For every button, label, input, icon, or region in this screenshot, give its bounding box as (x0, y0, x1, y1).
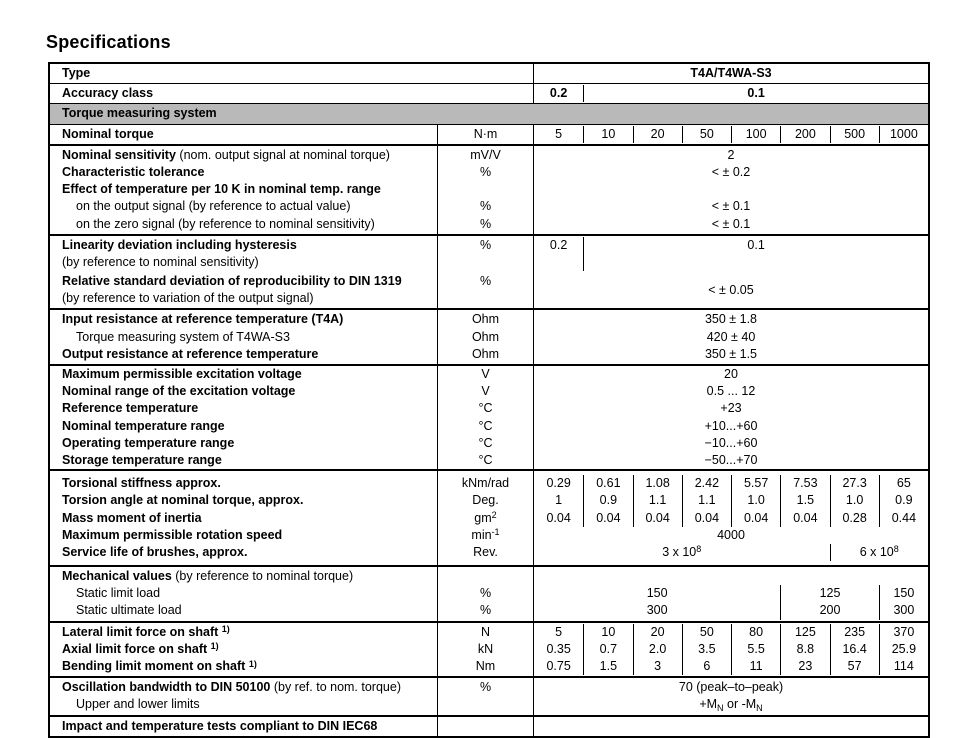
value-area (533, 84, 928, 103)
value-cell: +23 (720, 401, 742, 416)
value-cell: 0.1 (583, 237, 928, 271)
unit-line: kNm/rad (461, 476, 510, 491)
spec-row (50, 234, 928, 272)
value-cell: 125 (780, 624, 829, 641)
value-cell: 0.1 (583, 85, 928, 102)
value-cell: 2 (727, 147, 735, 162)
label-line: on the output signal (by reference to actual value) (76, 199, 351, 214)
spec-row (50, 124, 928, 144)
row-label (50, 84, 533, 103)
label-line: Mechanical values (by reference to nominal torque) (62, 569, 354, 584)
label-line: Nominal range of the excitation voltage (62, 384, 296, 399)
unit-cell (437, 366, 533, 469)
value-cell: 4000 (717, 527, 745, 542)
value-cell: 25.9 (879, 641, 928, 658)
label-line: Output resistance at reference temperature (62, 346, 319, 361)
value-cell: 20 (724, 367, 738, 382)
value-cell: 0.5 ... 12 (706, 384, 756, 399)
unit-line (438, 290, 533, 307)
value-cell: 1.0 (830, 492, 879, 509)
label-line: Torque measuring system of T4WA-S3 (76, 329, 290, 344)
value-area (533, 471, 928, 565)
label-line: on the zero signal (by reference to nominal sensitivity) (76, 216, 375, 231)
unit-line: % (479, 216, 492, 231)
label-line: Effect of temperature per 10 K in nominal temp. range (62, 182, 381, 197)
unit-line: Deg. (472, 493, 499, 508)
unit-line: Ohm (471, 312, 500, 327)
label-line: (by reference to nominal sensitivity) (62, 254, 259, 269)
value-cell: 150 (879, 585, 928, 602)
value-cell: 0.2 (549, 237, 568, 252)
value-cell: 10 (583, 624, 632, 641)
unit-line: $gm^2$ (474, 510, 497, 525)
unit-line: % (479, 603, 492, 618)
label-line: Maximum permissible rotation speed (62, 527, 283, 542)
label-line: Accuracy class (62, 86, 154, 101)
unit-cell (437, 272, 533, 308)
value-cell: 0.04 (682, 510, 731, 527)
value-cell: 350 ± 1.8 (704, 312, 758, 327)
value-cell: 300 (879, 602, 928, 619)
value-cell: 3.5 (682, 641, 731, 658)
label-line: Service life of brushes, approx. (62, 544, 248, 559)
unit-line: Rev. (473, 544, 498, 559)
label-line: Upper and lower limits (76, 697, 200, 712)
spec-row (50, 83, 928, 103)
unit-cell (437, 125, 533, 144)
value-cell: 1.1 (682, 492, 731, 509)
value-cell: T4A/T4WA-S3 (690, 66, 772, 80)
row-label (50, 567, 437, 621)
value-cell: 5 (555, 126, 563, 141)
specifications-table (48, 62, 930, 738)
unit-line (438, 568, 533, 585)
value-cell: 2.0 (633, 641, 682, 658)
unit-line: V (481, 384, 490, 399)
value-cell: 2.42 (682, 475, 731, 492)
value-cell: 65 (879, 475, 928, 492)
value-cell: 23 (780, 658, 829, 675)
value-cell: 1.5 (583, 658, 632, 675)
unit-line: % (479, 237, 492, 252)
value-cell: 11 (731, 658, 780, 675)
label-line: Type (62, 66, 91, 80)
unit-line: °C (478, 452, 493, 467)
unit-line: % (479, 586, 492, 601)
value-cell: 0.9 (879, 492, 928, 509)
value-cell: < ± 0.2 (711, 164, 751, 179)
value-cell: 80 (731, 624, 780, 641)
value-cell: 100 (731, 126, 780, 143)
row-label (50, 125, 437, 144)
value-cell: 0.44 (879, 510, 928, 527)
label-line: Nominal torque (62, 126, 154, 141)
value-cell: 20 (633, 624, 682, 641)
spec-row (50, 565, 928, 621)
value-cell: 350 ± 1.5 (704, 346, 758, 361)
value-cell: 8.8 (780, 641, 829, 658)
label-line: Axial limit force on shaft $^{1)}$ (62, 641, 219, 656)
label-line: Bending limit moment on shaft $^{1)}$ (62, 658, 257, 674)
unit-line: Nm (475, 659, 496, 674)
row-label (50, 146, 437, 234)
value-cell: < ± 0.1 (711, 216, 751, 231)
unit-cell (437, 146, 533, 234)
spec-row (50, 144, 928, 234)
label-line: Reference temperature (62, 401, 199, 416)
value-area (533, 623, 928, 677)
value-cell: 1.1 (633, 492, 682, 509)
unit-cell (437, 717, 533, 736)
value-cell: 0.04 (780, 510, 829, 527)
unit-line (438, 718, 533, 735)
value-cell: 0.9 (583, 492, 632, 509)
label-line: (by reference to variation of the output signal) (62, 291, 314, 306)
value-cell: 7.53 (780, 475, 829, 492)
value-cell: < ± 0.05 (708, 283, 754, 298)
value-cell: 1000 (879, 126, 928, 143)
unit-cell (437, 310, 533, 364)
value-area (533, 678, 928, 714)
unit-line: % (479, 680, 492, 695)
value-cell: 0.04 (583, 510, 632, 527)
value-cell: $+M_N$ or $-M_N$ (699, 697, 763, 713)
unit-line: °C (478, 401, 493, 416)
label-line: Lateral limit force on shaft $^{1)}$ (62, 624, 230, 639)
unit-line: °C (478, 435, 493, 450)
value-cell: +10...+60 (704, 418, 758, 433)
value-cell: 1.0 (731, 492, 780, 509)
spec-row (50, 64, 928, 83)
unit-cell (437, 471, 533, 565)
value-cell: 5 (555, 624, 563, 639)
value-cell: 114 (879, 658, 928, 675)
value-cell: 0.7 (583, 641, 632, 658)
value-cell: 1 (555, 493, 563, 508)
value-cell: 16.4 (830, 641, 879, 658)
row-label (50, 471, 437, 565)
row-label (50, 310, 437, 364)
label-line: Nominal temperature range (62, 418, 225, 433)
label-line: Storage temperature range (62, 452, 222, 467)
unit-cell (437, 567, 533, 621)
row-label (50, 236, 437, 272)
unit-cell (437, 678, 533, 714)
value-area (533, 146, 928, 234)
unit-line: mV/V (470, 147, 501, 162)
value-cell: 6 (682, 658, 731, 675)
value-cell: 370 (879, 624, 928, 641)
value-cell: 10 (583, 126, 632, 143)
value-cell: 0.04 (546, 510, 571, 525)
label-line: Maximum permissible excitation voltage (62, 367, 302, 382)
value-area (533, 310, 928, 364)
value-cell: 0.75 (546, 659, 571, 674)
row-label (50, 272, 437, 308)
label-line: Input resistance at reference temperature (T4A) (62, 312, 344, 327)
value-cell: 6 x $10^8$ (830, 544, 929, 561)
spec-row (50, 308, 928, 364)
unit-line: Ohm (471, 346, 500, 361)
unit-line: °C (478, 418, 493, 433)
value-cell: 125 (780, 585, 879, 602)
unit-line (438, 696, 533, 713)
spec-row (50, 272, 928, 308)
unit-line: N·m (473, 126, 498, 141)
value-cell: 5.5 (731, 641, 780, 658)
label-line: Operating temperature range (62, 435, 235, 450)
label-line: Mass moment of inertia (62, 510, 202, 525)
page-title: Specifications (46, 32, 171, 52)
label-line: Torsion angle at nominal torque, approx. (62, 493, 304, 508)
label-line: Relative standard deviation of reproducibility to DIN 1319 (62, 274, 402, 289)
value-area (533, 125, 928, 144)
label-line: Impact and temperature tests compliant to DIN IEC68 (62, 718, 378, 733)
row-label (50, 717, 437, 736)
label-line: Static ultimate load (76, 603, 182, 618)
label-line: Torsional stiffness approx. (62, 476, 221, 491)
value-cell: 20 (633, 126, 682, 143)
value-cell: 0.29 (546, 476, 571, 491)
value-cell: 0.2 (549, 86, 568, 101)
value-area (533, 64, 928, 83)
value-cell: −10...+60 (704, 435, 758, 450)
value-cell: 1.08 (633, 475, 682, 492)
value-cell: 0.28 (830, 510, 879, 527)
unit-line: N (480, 624, 491, 639)
value-cell: 0.61 (583, 475, 632, 492)
spec-row (50, 621, 928, 677)
value-cell: 70 (peak–to–peak) (678, 680, 784, 695)
value-cell: −50...+70 (704, 452, 758, 467)
unit-line: Ohm (471, 329, 500, 344)
value-cell: < ± 0.1 (711, 199, 751, 214)
row-label (50, 678, 437, 714)
unit-line: kN (477, 641, 494, 656)
value-cell: 0.04 (633, 510, 682, 527)
unit-line: % (479, 164, 492, 179)
unit-line (438, 254, 533, 271)
value-cell: 150 (646, 586, 668, 601)
value-cell: 50 (682, 624, 731, 641)
value-area (533, 567, 928, 621)
value-cell: 200 (780, 126, 829, 143)
spec-row (50, 364, 928, 469)
unit-line: $\min^{-1}$ (471, 527, 500, 542)
value-cell: 0.04 (731, 510, 780, 527)
label-line: Characteristic tolerance (62, 164, 205, 179)
value-cell: 300 (646, 603, 668, 618)
label-line: Nominal sensitivity (nom. output signal at nominal torque) (62, 147, 390, 162)
value-area (533, 717, 928, 736)
spec-row (50, 676, 928, 714)
value-cell: 420 ± 40 (706, 329, 756, 344)
value-cell: 200 (780, 602, 879, 619)
label-line: Static limit load (76, 586, 161, 601)
spec-row (50, 469, 928, 565)
value-cell: 235 (830, 624, 879, 641)
value-cell: 500 (830, 126, 879, 143)
unit-cell (437, 236, 533, 272)
value-cell: 0.35 (546, 641, 571, 656)
unit-cell (437, 623, 533, 677)
value-cell: 5.57 (731, 475, 780, 492)
value-cell: 3 x $10^8$ (662, 544, 702, 559)
value-cell: 50 (682, 126, 731, 143)
label-line: Oscillation bandwidth to DIN 50100 (by ref. to nom. torque) (62, 680, 401, 695)
unit-line: % (479, 274, 492, 289)
row-label (50, 366, 437, 469)
value-cell: 27.3 (830, 475, 879, 492)
section-header-row (50, 103, 928, 123)
value-cell: 3 (633, 658, 682, 675)
value-area (533, 272, 928, 308)
spec-row (50, 715, 928, 736)
value-cell: 57 (830, 658, 879, 675)
value-area (533, 366, 928, 469)
row-label (50, 64, 533, 83)
section-title: Torque measuring system (62, 106, 217, 121)
unit-line: % (479, 199, 492, 214)
value-area (533, 236, 928, 272)
unit-line: V (481, 367, 490, 382)
label-line: Linearity deviation including hysteresis (62, 237, 297, 252)
unit-line (438, 181, 533, 198)
value-cell: 1.5 (780, 492, 829, 509)
row-label (50, 623, 437, 677)
